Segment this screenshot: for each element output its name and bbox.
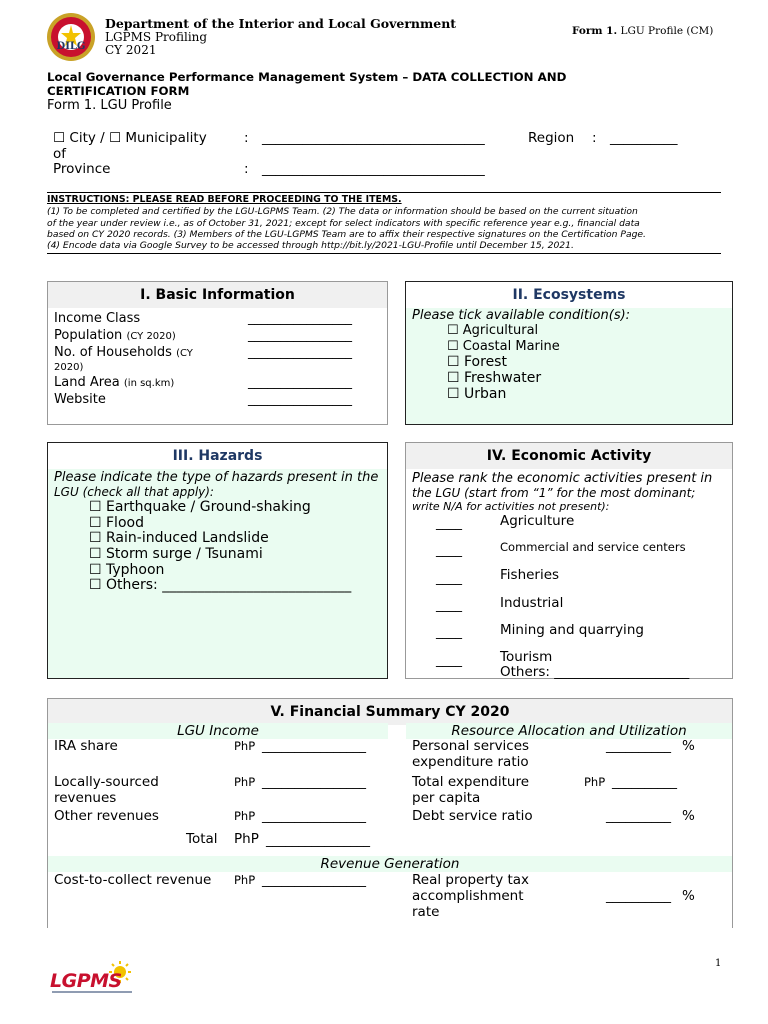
instructions-bottom-rule [47,253,721,254]
ecosystems-section [405,281,733,425]
instructions-line2: of the year under review i.e., as of October 31, 2021; except for select indicators with specific reference year e.g., financial data [47,218,640,229]
revenue-generation-header: Revenue Generation [48,856,732,872]
website-label: Website [54,392,106,407]
total-php: PhP [234,831,259,847]
city-name-field[interactable]: _________________________________ [262,130,485,146]
hazards-section [47,442,388,679]
population-field[interactable]: ________________ [248,328,352,343]
instructions-line1: (1) To be completed and certified by the LGU-LGPMS Team. (2) The data or information should be based on the current situation [47,206,638,217]
ira-share-label: IRA share [54,738,118,754]
ecosystems-title: II. Ecosystems [406,282,732,308]
form-title-line2: CERTIFICATION FORM [47,84,190,98]
total-expenditure-field[interactable]: __________ [612,775,677,790]
debt-service-field[interactable]: __________ [606,809,671,824]
ecosystem-agricultural[interactable]: ☐ Agricultural [447,323,539,338]
ira-php: PhP [234,739,256,753]
hazard-typhoon[interactable]: ☐ Typhoon [89,562,165,578]
ecosystems-body [406,308,732,424]
header-year: CY 2021 [105,43,157,57]
seal-text: DILG [56,41,86,52]
activity-mining: Mining and quarrying [500,622,644,638]
lgpms-logo [50,960,136,996]
personal-services-field[interactable]: __________ [606,739,671,754]
dilg-seal-icon [46,12,96,62]
households-field[interactable]: ________________ [248,345,352,360]
population-label [54,328,176,343]
dilg-seal [46,12,96,62]
rank-field-mining[interactable]: ____ [436,625,462,640]
hazards-title: III. Hazards [48,443,387,469]
instructions-top-rule [47,192,721,193]
total-label: Total [186,831,218,847]
activity-tourism: Tourism [500,649,553,665]
activity-industrial: Industrial [500,595,564,611]
financial-summary-title: V. Financial Summary CY 2020 [48,699,732,725]
rank-field-tourism[interactable]: ____ [436,653,462,668]
other-revenues-label: Other revenues [54,808,159,824]
income-class-field[interactable]: ________________ [248,311,352,326]
households-text: No. of Households [54,345,172,360]
rpt-label-3: rate [412,904,440,920]
personal-services-percent: % [682,738,695,754]
cost-to-collect-php: PhP [234,873,256,887]
land-area-field[interactable]: ________________ [248,375,352,390]
rank-field-fisheries[interactable]: ____ [436,571,462,586]
total-expenditure-label-1: Total expenditure [412,774,530,790]
locally-sourced-label-2: revenues [54,790,117,806]
economic-instruction-3: write N/A for activities not present): [412,500,610,513]
form-title-line1: Local Governance Performance Management System – DATA COLLECTION AND [47,70,567,84]
page-number: 1 [715,958,722,969]
basic-information-section [47,281,388,425]
income-class-label: Income Class [54,311,141,326]
rank-field-commercial[interactable]: ____ [436,543,462,558]
other-revenues-field[interactable]: ________________ [262,809,366,824]
hazards-instruction-1: Please indicate the type of hazards present in the [54,470,379,485]
households-note-cont: 2020) [54,362,84,373]
city-colon: : [244,130,249,146]
lgpms-logo-text: LGPMS [50,970,122,992]
rank-field-industrial[interactable]: ____ [436,598,462,613]
hazard-landslide[interactable]: ☐ Rain-induced Landslide [89,530,269,546]
lgu-income-header: LGU Income [48,723,388,739]
instructions-line4: (4) Encode data via Google Survey to be accessed through http://bit.ly/2021-LGU-Profile until December 15, 2021. [47,240,574,251]
cost-to-collect-field[interactable]: ________________ [262,873,366,888]
city-municipality-label[interactable]: ☐ City / ☐ Municipality [53,130,207,146]
header-subtitle: LGPMS Profiling [105,30,208,44]
form-name: Form 1. LGU Profile [47,98,172,113]
of-label: of [53,146,67,162]
region-field[interactable]: __________ [610,130,678,146]
ira-share-field[interactable]: ________________ [262,739,366,754]
resource-allocation-header: Resource Allocation and Utilization [406,723,732,739]
instructions-line3: based on CY 2020 records. (3) Members of the LGU-LGPMS Team are to affix their respective signatures on the Certification Page. [47,229,646,240]
hazard-earthquake[interactable]: ☐ Earthquake / Ground-shaking [89,499,311,515]
debt-service-percent: % [682,808,695,824]
hazard-flood[interactable]: ☐ Flood [89,515,144,531]
website-field[interactable]: ________________ [248,392,352,407]
economic-instruction-1: Please rank the economic activities present in [412,471,713,486]
population-note: (CY 2020) [126,331,176,342]
hazards-body [48,469,387,678]
debt-service-label: Debt service ratio [412,808,533,824]
region-label: Region [528,130,575,146]
province-colon: : [244,161,249,177]
total-expenditure-php: PhP [584,775,606,789]
economic-activity-title: IV. Economic Activity [406,443,732,469]
rank-field-agriculture[interactable]: ____ [436,516,462,531]
land-area-label [54,375,174,390]
households-note: (CY [176,348,193,359]
instructions-heading: INSTRUCTIONS: PLEASE READ BEFORE PROCEEDING TO THE ITEMS. [47,194,402,205]
locally-sourced-field[interactable]: ________________ [262,775,366,790]
hazard-storm-surge[interactable]: ☐ Storm surge / Tsunami [89,546,263,562]
personal-services-label-2: expenditure ratio [412,754,529,770]
ecosystem-urban[interactable]: ☐ Urban [447,386,507,402]
form-reference-rest: LGU Profile (CM) [620,25,714,37]
activity-commercial: Commercial and service centers [500,540,686,554]
hazard-others[interactable]: ☐ Others: ___________________________ [89,577,352,593]
households-label [54,345,193,360]
hazards-instruction-2: LGU (check all that apply): [54,485,214,499]
activity-fisheries: Fisheries [500,567,560,583]
locally-sourced-php: PhP [234,775,256,789]
activity-others[interactable]: Others: ____________________ [500,664,690,680]
form-reference [572,25,713,37]
population-text: Population [54,328,123,343]
financial-summary-section [47,698,733,928]
total-expenditure-label-2: per capita [412,790,481,806]
land-area-note: (in sq.km) [123,378,175,389]
economic-activity-section [405,442,733,679]
province-label: Province [53,161,111,177]
personal-services-label-1: Personal services [412,738,530,754]
rpt-label-1: Real property tax [412,872,530,888]
ecosystem-coastal-marine[interactable]: ☐ Coastal Marine [447,339,560,354]
economic-instruction-2: the LGU (start from “1” for the most dominant; [412,486,696,500]
total-field[interactable]: ________________ [266,833,370,848]
ecosystems-instruction: Please tick available condition(s): [412,308,631,323]
rpt-label-2: accomplishment [412,888,524,904]
ecosystem-freshwater[interactable]: ☐ Freshwater [447,370,542,386]
form-reference-bold: Form 1. [572,25,618,37]
locally-sourced-label-1: Locally-sourced [54,774,159,790]
rpt-field[interactable]: __________ [606,889,671,904]
cost-to-collect-label: Cost-to-collect revenue [54,872,212,888]
rpt-percent: % [682,888,695,904]
basic-information-title: I. Basic Information [48,282,387,308]
land-area-text: Land Area [54,375,120,390]
region-colon: : [592,130,597,146]
ecosystem-forest[interactable]: ☐ Forest [447,354,507,370]
other-revenues-php: PhP [234,809,256,823]
department-name: Department of the Interior and Local Government [105,16,457,31]
province-name-field[interactable]: _________________________________ [262,161,485,177]
activity-agriculture: Agriculture [500,513,575,529]
